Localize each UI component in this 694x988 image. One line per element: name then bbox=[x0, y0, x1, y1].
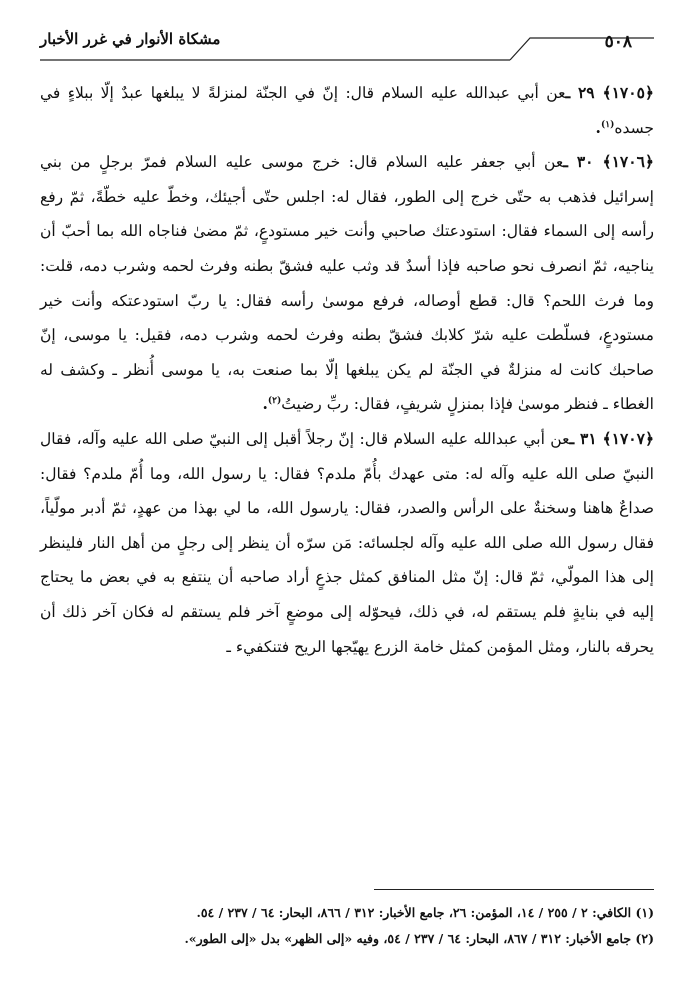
hadith-1707 bbox=[40, 422, 654, 664]
hadith-number: ﴿١٧٠٥﴾ ٢٩ ـ bbox=[565, 83, 655, 102]
footnote-1: (١) الكافي: ٢ / ٢٥٥ / ١٤، المؤمن: ٢٦، جامع الأخبار: ٣١٢ / ٨٦٦، البحار: ٦٤ / ٢٣٧ / ٥٤. bbox=[196, 905, 654, 920]
hadith-number: ﴿١٧٠٧﴾ ٣١ ـ bbox=[569, 428, 655, 448]
running-title: مشكاة الأنوار في غرر الأخبار bbox=[40, 30, 221, 48]
page-number: ٥٠٨ bbox=[604, 32, 632, 52]
footnote-marker[interactable]: (٢) bbox=[267, 396, 282, 407]
hadith-text: عن أبي عبدالله عليه السلام قال: إنّ في الجنّة لمنزلةً لا يبلغها عبدٌ إلّا ببلاءٍ في جسده bbox=[40, 84, 654, 137]
footnote-divider bbox=[374, 889, 654, 890]
hadith-number: ﴿١٧٠٦﴾ ٣٠ ـ bbox=[563, 152, 654, 172]
page-header bbox=[40, 30, 654, 66]
footnote-2: (٢) جامع الأخبار: ٣١٢ / ٨٦٧، البحار: ٦٤ / ٢٣٧ / ٥٤، وفيه «إلى الظهر» بدل «إلى الطور». bbox=[184, 931, 654, 946]
hadith-1705 bbox=[40, 76, 654, 145]
footnotes bbox=[40, 900, 654, 952]
hadith-text: عن أبي عبدالله عليه السلام قال: إنّ رجلاً أقبل إلى النبيّ صلى الله عليه وآله، فقال النبيّ صلى الله عليه وآله له: متى عهدك بأُمّ ملدم؟ فقال: يا رسول الله، وما أُمّ ملدم؟ فقال: صداعٌ هاهنا وسخنةٌ على الرأس والصدر، فقال: يارسول الله، ما لي بهذا من عهدٍ، ثمّ أدبر مولّياً، فقال رسول الله صلى الله عليه وآله لجلسائه: مَن سرّه أن ينظر إلى رجلٍ من أهل النار فلينظر إلى هذا المولّي، ثمّ قال: إنّ مثل المنافق كمثل جذعٍ أراد صاحبه أن ينتفع به في بعض ما يحتاج إليه في بنايةٍ فلم يستقم له، في ذلك، فيحوّله إلى موضعٍ آخر فلم يستقم له فكان آخر ذلك أن يحرقه بالنار، ومثل المؤمن كمثل خامة الزرع يهيّجها الريح فتنكفيء ـ bbox=[40, 429, 654, 656]
hadith-tail: . bbox=[595, 117, 601, 137]
hadith-text: عن أبي جعفر عليه السلام قال: خرج موسى عليه السلام فمرّ برجلٍ من بني إسرائيل فذهب به حتّى خرج إلى الطور، فقال له: اجلس حتّى أجيئك، وخطّ عليه خطّةً، ثمّ رفع رأسه إلى السماء فقال: استودعتك صاحبي وأنت خير مستودعٍ، ثمّ مضىٰ فناجاه الله بما أحبّ أن يناجيه، ثمّ انصرف نحو صاحبه فإذا أسدٌ قد وثب عليه فشقّ بطنه وفرث لحمه وشرب دمه، قلت: وما فرث اللحم؟ قال: قطع أوصاله، فرفع موسىٰ رأسه فقال: يا ربّ استودعتكه وأنت خير مستودعٍ، فسلّطت عليه شرّ كلابك فشقّ بطنه وفرث لحمه وشرب دمه، فقيل: يا موسى، إنّ صاحبك كانت له منزلةٌ في الجنّة لم يكن يبلغها إلّا بما صنعت به، يا موسى أُنظر ـ وكشف له الغطاء ـ فنظر موسىٰ فإذا بمنزلٍ شريفٍ، فقال: ربِّ رضيتُ bbox=[40, 153, 654, 414]
hadith-1706 bbox=[40, 145, 654, 422]
hadith-tail: . bbox=[262, 394, 268, 414]
footnote-marker[interactable]: (١) bbox=[600, 119, 615, 130]
main-text bbox=[40, 76, 654, 664]
